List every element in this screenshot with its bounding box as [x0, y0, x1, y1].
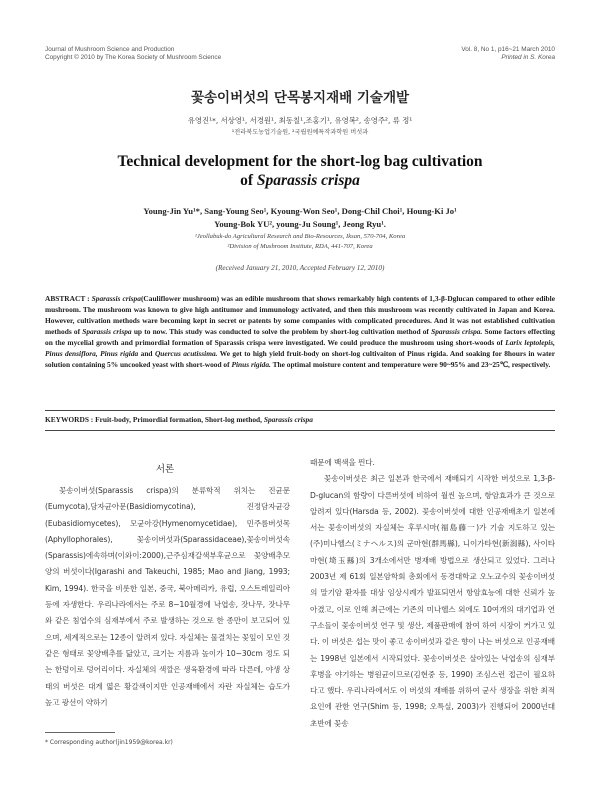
- english-title: [0, 152, 600, 190]
- english-affiliations: [0, 232, 600, 252]
- korean-affiliations: ¹전라북도농업기술원, ²국립원예특작과학원 버섯과: [231, 129, 369, 136]
- korean-title: 꽃송이버섯의 단목봉지재배 기술개발: [190, 90, 410, 106]
- abstract-label: ABSTRACT :: [45, 294, 90, 303]
- korean-authors: 유영진¹*, 서상영¹, 서경원¹, 최동칠¹,조홍기¹, 유영복², 송영주², 류 정¹: [187, 116, 413, 125]
- keywords-label: KEYWORDS :: [45, 415, 94, 424]
- volume-header: [461, 46, 555, 62]
- english-authors: [0, 205, 600, 231]
- english-title-line2: of Sparassis crispa: [240, 172, 360, 189]
- authors-line1: Young-Jin Yu¹*, Sang-Young Seo¹, Kyoung-Won Seo¹, Dong-Chil Choi¹, Houng-Ki Jo¹: [143, 206, 457, 216]
- affiliation-line1: ¹Jeollabuk-do Agricultural Research and Bio-Resources, Iksan, 570-704, Korea: [194, 233, 406, 240]
- keywords: KEYWORDS : Fruit-body, Primordial formation, Short-log method, Sparassis crispa: [45, 415, 313, 424]
- affiliation-line2: ²Division of Mushroom Institute, RDA, 441-707, Korea: [227, 243, 373, 250]
- paragraph: 때문에 백색을 띈다.: [310, 458, 375, 467]
- right-column: [310, 455, 555, 732]
- corresponding-author-footnote: * Corresponding author(jin1959@korea.kr): [45, 739, 173, 746]
- species-name: Sparassis crispa: [256, 172, 360, 189]
- left-column: [45, 483, 290, 711]
- journal-header: [45, 46, 221, 62]
- volume-info: Vol. 8, No 1, p16~21 March 2010: [461, 46, 555, 53]
- english-title-line1: Technical development for the short-log bag cultivation: [117, 153, 483, 170]
- paragraph: 꽃송이버섯은 최근 일본과 한국에서 재배되기 시작한 버섯으로 1,3-β-D-glucan의 함량이 다른버섯에 비하여 월씬 높으며, 항암효과가 큰 것으로 알려져 있다(Harsda 등, 2002). 꽃송이버섯에 대한 인공재배초기 일본에서는 꽃송이버섯의 자실체는 후루시마(福島藤一)가 기술 지도하고 있는 (주)미나헬스(ミナヘルス)의 군마현(群馬縣), 니이가타현(新潟縣), 사이타마현(埼玉縣)의 3개소에서만 병재배 방법으로 생산되고 있었다. 그러나 2003년 제 61회 일본암학회 총회에서 동경대학교 오노교수의 꽃송이버섯의 말기암 환자를 대상 임상시례가 발표되면서 항암효능에 대한 신뢰가 높아겼고, 이로 인해 최근에는 기존의 미나헬스 외에도 10여개의 대기업과 연구소들이 꽃송이버섯 연구 및 생산, 제품판매에 참여 하여 시장이 커가고 있다. 이 버섯은 섭는 맛이 좋고 송이버섯과 같은 향이 나는 버섯으로 인공재배는 1998년 일본에서 시작되었다. 꽃송이버섯은 살아있는 낙엽송의 심재부후병을 야기하는 병원균이므로(김현중 등, 1990) 조심스런 접근이 필요하다고 했다. 우리나라에서도 이 버섯의 재배를 위하여 균사 생장을 위한 최적요인에 관한 연구(Shim 등, 1998; 오특실, 2003)가 진행되어 2000년대 초반에 꽃송: [310, 474, 555, 728]
- abstract: ABSTRACT : Sparassis crispa(Cauliflower mushroom) was an edible mushroom that shows remarkably high contents of 1,3-β-Dglucan compared to other edible mushroom. The mushroom was known to give high antitumor and immunology activated, and then this mushroom was recently cultivated in Japan and Korea. However, cultivation methods ware becoming kept in secret or patents by some companies with complicated procedures. And it was not established cultivation methods of Sparassis crispa up to now. This study was conducted to solve the problem by short-log cultivation method of Sparassis crispa. Some factors effecting on the mycelial growth and primordial formation of Sparassis crispa were investigated. We could produce the mushroom using short-woods of Larix leptolepis, Pinus densiflora, Pinus rigida and Quercus acutissima. We get to high yield fruit-body on short-log cultivaiton of Pinus rigida. And soaking for 8hours in water solution containing 5% uncooked yeast with short-wood of Pinus rigida. The optimal moisture content and temperature were 90~95% and 23~25℃, respectively.: [45, 294, 555, 369]
- footnote-rule: [45, 732, 115, 733]
- section-heading-introduction: 서론: [155, 464, 175, 475]
- journal-name: Journal of Mushroom Science and Production: [45, 46, 175, 53]
- received-dates: (Received January 21, 2010, Accepted February 12, 2010): [215, 264, 385, 272]
- copyright: Copyright © 2010 by The Korea Society of Mushroom Science: [45, 54, 222, 61]
- printed-in: Printed in S. Korea: [501, 54, 555, 61]
- keywords-top-rule: [45, 410, 555, 411]
- keywords-bottom-rule: [45, 430, 555, 431]
- paragraph: 꽃송이버섯(Sparassis crispa)의 분류학적 위치는 진균문(Eumycota),담자균아문(Basidiomycotina), 진정담자균강(Eubasidiomycetes), 모균아강(Hymenomycetidae), 민주름버섯목 (Aphyllophorales), 꽃송이버섯과(Sparassidaceae),꽃송이버섯속(Sparassis)에속하며(이와이:2000),근주심재갈색부후균으로 꽃양배추모양의 버섯이다(Igarashi and Takeuchi, 1985; Mao and Jiang, 1993; Kim, 1994). 한국을 비롯한 일본, 중국, 북아메리카, 유럽, 오스트레일리아 등에 자생한다. 우리나라에서는 주로 8~10월경에 낙엽송, 잣나무, 잣나무와 같은 침엽수의 심재부에서 주로 발생하는 것으로 한 종만이 보고되어 있으며, 세계적으로는 12종이 알려져 있다. 자실체는 물결치는 꽃잎이 모인 것 같은 형태로 꽃양배추를 닮았고, 크기는 지름과 높이가 10~30cm 정도 되는 한덩이로 덩어리이다. 자실체의 색깔은 생육환경에 따라 다른데, 야생 상태의 버섯은 대게 엷은 황갈색이지만 인공재배에서 자란 자실체는 습도가 높고 광선이 약하기: [45, 486, 290, 707]
- authors-line2: Young-Bok YU², young-Ju Soung¹, Jeong Ryu¹.: [214, 219, 386, 229]
